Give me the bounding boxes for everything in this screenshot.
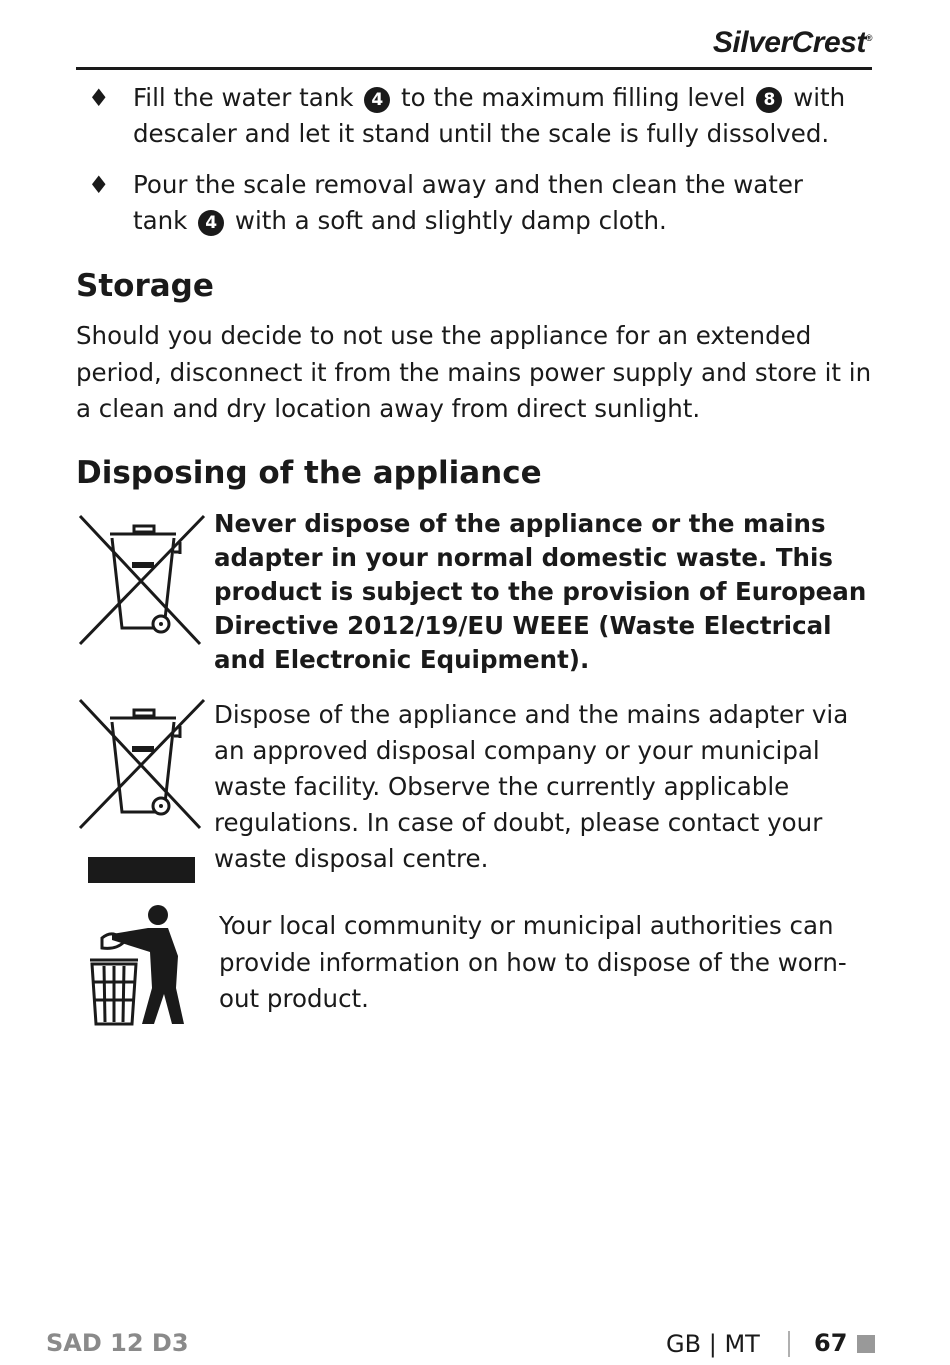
disposal-instruction: Dispose of the appliance and the mains adapter via an approved disposal company or your municipal waste facility. Observe the currently applicable regulations. In case of doubt, please contact your waste disposal centre. [214, 700, 849, 873]
model-number: SAD 12 D3 [46, 1329, 189, 1357]
tidyman-litter-icon [88, 904, 188, 1028]
storage-text: Should you decide to not use the appliance for an extended period, disconnect it from the mains power supply and store it in a clean and dry location away from direct sunlight. [76, 321, 872, 423]
header-rule [76, 67, 872, 70]
page-marker-square [857, 1335, 875, 1353]
bullet-diamond: ♦ [88, 84, 110, 112]
weee-date-bar [88, 857, 195, 883]
part-number-badge: 8 [756, 87, 782, 113]
footer-separator [788, 1331, 790, 1357]
part-number-badge: 4 [364, 87, 390, 113]
bullet-diamond: ♦ [88, 171, 110, 199]
storage-heading: Storage [76, 268, 214, 304]
crossed-out-wheelie-bin-with-bar-icon [76, 696, 206, 834]
page-number: 67 [814, 1329, 848, 1357]
local-authority-info: Your local community or municipal authorities can provide information on how to dispose of the worn-out product. [219, 911, 847, 1013]
part-number-badge: 4 [198, 210, 224, 236]
disposal-warning: Never dispose of the appliance or the mains adapter in your normal domestic waste. This product is subject to the provision of European Directive 2012/19/EU WEEE (Waste Electrical and Electronic Equipment). [214, 509, 867, 674]
instruction-fill-tank: Fill the water tank 4 to the maximum filling level 8 with descaler and let it stand until the scale is fully dissolved. [133, 83, 846, 148]
instruction-pour-scale: Pour the scale removal away and then clean the water tank 4 with a soft and slightly damp cloth. [133, 170, 803, 235]
brand-logo: SilverCrest® [712, 26, 872, 59]
language-codes: GB | MT [666, 1330, 760, 1358]
crossed-out-wheelie-bin-icon [76, 512, 206, 650]
disposal-heading: Disposing of the appliance [76, 455, 542, 491]
